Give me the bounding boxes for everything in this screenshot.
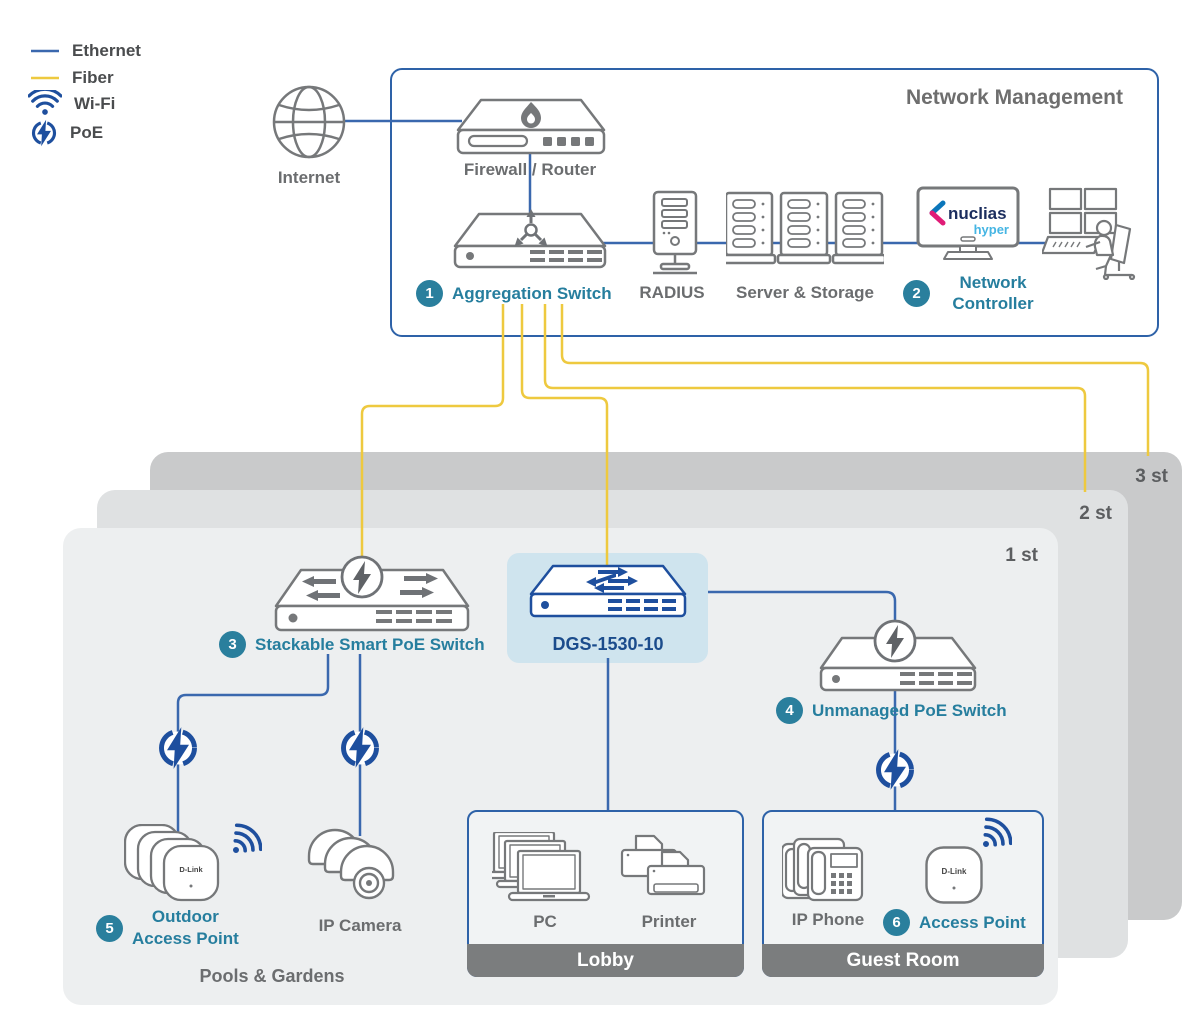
floor-3-label: 3 st bbox=[1135, 466, 1168, 487]
legend-ethernet-label: Ethernet bbox=[72, 41, 141, 60]
wifi-icon bbox=[222, 820, 262, 865]
legend-wifi-label: Wi-Fi bbox=[74, 93, 116, 113]
lobby-bar: Lobby bbox=[467, 944, 744, 977]
outdoor-ap-line2: Access Point bbox=[132, 929, 239, 948]
outdoor-ap-line1: Outdoor bbox=[151, 907, 219, 926]
pc-icon bbox=[492, 832, 602, 907]
dgs-label: DGS-1530-10 bbox=[552, 634, 664, 654]
unmanaged-poe-switch-icon bbox=[818, 618, 978, 701]
badge-4: 4 bbox=[776, 697, 803, 724]
internet-globe-icon bbox=[271, 84, 347, 165]
ip-camera-label: IP Camera bbox=[318, 916, 402, 935]
dlink-logo-text: D-Link bbox=[941, 867, 967, 876]
floor-1-label: 1 st bbox=[1005, 545, 1038, 566]
radius-label: RADIUS bbox=[639, 283, 705, 302]
legend-ethernet bbox=[30, 41, 141, 61]
server-storage-label: Server & Storage bbox=[736, 283, 874, 302]
operator-workstation-icon bbox=[1042, 185, 1142, 285]
nuclias-brand-text: nuclias bbox=[948, 204, 1007, 223]
access-point-label: Access Point bbox=[919, 912, 1026, 932]
legend-fiber-label: Fiber bbox=[72, 68, 114, 87]
ip-camera-icon bbox=[307, 826, 412, 909]
network-controller-label bbox=[938, 272, 1048, 314]
aggregation-switch-label: Aggregation Switch bbox=[452, 283, 612, 303]
poe-switch-icon bbox=[875, 621, 915, 661]
server-storage-icon bbox=[726, 191, 884, 276]
outdoor-ap-label bbox=[132, 906, 239, 950]
unmanaged-switch-label: Unmanaged PoE Switch bbox=[812, 700, 1007, 720]
pc-label: PC bbox=[533, 912, 557, 931]
ip-phone-label: IP Phone bbox=[791, 910, 865, 929]
poe-wire-icon bbox=[156, 726, 200, 775]
poe-wire-icon bbox=[338, 726, 382, 775]
legend-poe bbox=[30, 119, 103, 147]
ethernet-line-swatch bbox=[30, 43, 60, 59]
network-management-title: Network Management bbox=[905, 86, 1123, 109]
aggregation-switch-icon bbox=[452, 206, 608, 275]
printer-icon bbox=[620, 834, 720, 905]
fiber-lines bbox=[362, 304, 1148, 566]
firewall-router-label: Firewall / Router bbox=[463, 160, 597, 179]
poe-icon bbox=[30, 119, 58, 147]
firewall-router-icon bbox=[455, 94, 607, 161]
stackable-switch-label-row bbox=[219, 631, 485, 658]
badge-1: 1 bbox=[416, 280, 443, 307]
network-controller-line1: Network bbox=[959, 273, 1027, 292]
radius-server-icon bbox=[652, 190, 698, 287]
pools-gardens-label: Pools & Gardens bbox=[199, 966, 345, 986]
poe-switch-icon bbox=[342, 557, 382, 597]
legend-poe-label: PoE bbox=[70, 123, 104, 142]
nuclias-sub-text: hyper bbox=[973, 222, 1009, 237]
printer-label: Printer bbox=[641, 912, 697, 931]
poe-wire-icon bbox=[873, 748, 917, 797]
network-controller-line2: Controller bbox=[952, 294, 1034, 313]
unmanaged-switch-label-row bbox=[776, 697, 1007, 724]
access-point-label-row bbox=[883, 909, 1026, 936]
badge-6: 6 bbox=[883, 909, 910, 936]
wifi-icon bbox=[28, 90, 62, 117]
badge-3: 3 bbox=[219, 631, 246, 658]
internet-label: Internet bbox=[277, 168, 341, 187]
legend-fiber bbox=[30, 68, 114, 88]
badge-5: 5 bbox=[96, 915, 123, 942]
floor-2-label: 2 st bbox=[1079, 503, 1112, 524]
dlink-logo-text: D-Link bbox=[179, 865, 203, 874]
legend-wifi bbox=[28, 90, 115, 117]
aggregation-switch-label-row bbox=[416, 280, 612, 307]
dgs-switch-icon bbox=[528, 562, 688, 625]
ip-phone-icon bbox=[782, 834, 882, 909]
guest-room-bar: Guest Room bbox=[762, 944, 1044, 977]
fiber-line-swatch bbox=[30, 70, 60, 86]
network-controller-monitor bbox=[916, 186, 1020, 267]
badge-2: 2 bbox=[903, 280, 930, 307]
outdoor-ap-label-row bbox=[96, 906, 239, 950]
stackable-switch-label: Stackable Smart PoE Switch bbox=[255, 634, 485, 654]
wifi-icon bbox=[972, 814, 1012, 859]
